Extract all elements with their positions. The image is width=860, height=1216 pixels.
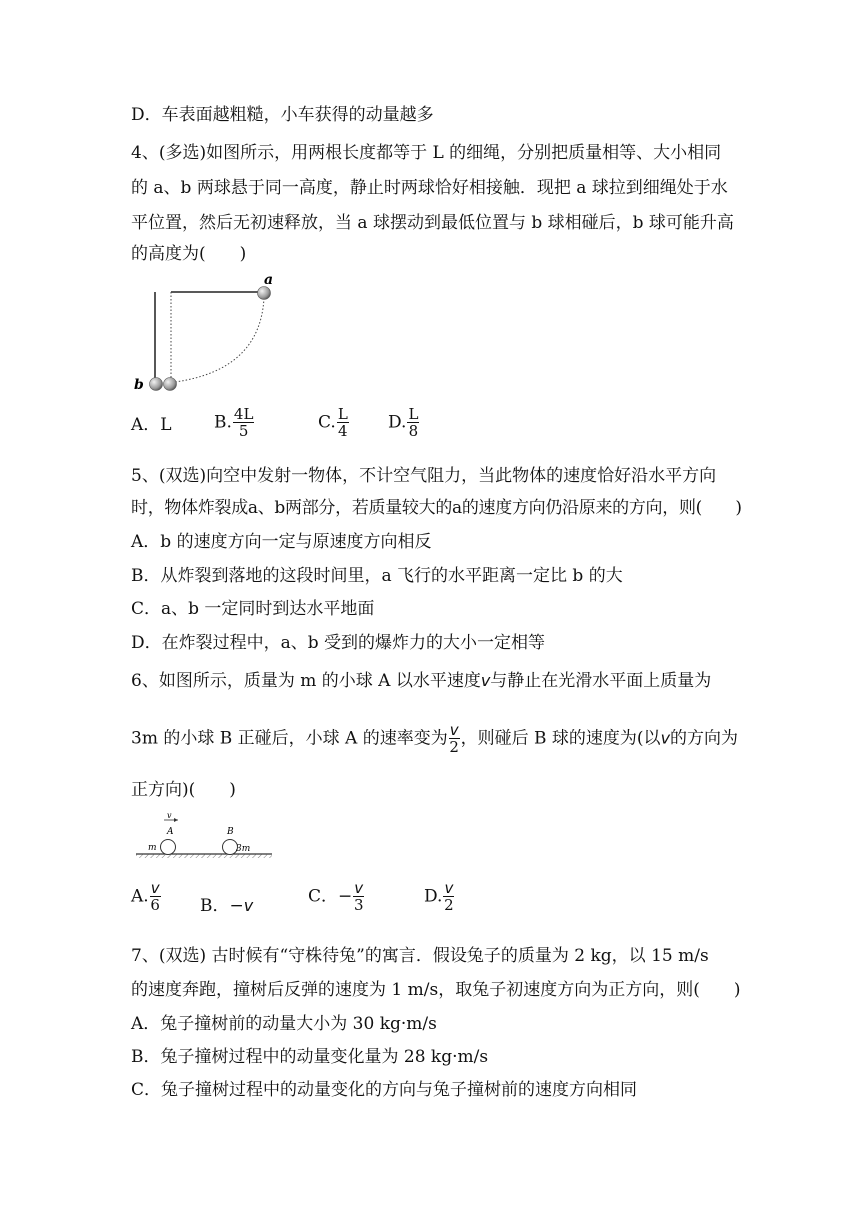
q6-option-a bbox=[131, 880, 162, 914]
q4-option-d bbox=[388, 406, 420, 440]
q4-stem-line1: 4、(多选)如图所示，用两根长度都等于 L 的细绳，分别把质量相等、大小相同 bbox=[131, 143, 722, 163]
q4-option-d-prefix: D. bbox=[388, 412, 407, 433]
q6-option-b-v: v bbox=[243, 896, 254, 915]
q4-stem-line2: 的 a、b 两球悬于同一高度，静止时两球恰好相接触．现把 a 球拉到细绳处于水 bbox=[131, 178, 728, 198]
q6-line2-post: ，则碰后 B 球的速度为(以 bbox=[460, 728, 661, 749]
q6-option-b-prefix: B．− bbox=[200, 896, 244, 916]
label-m: m bbox=[148, 843, 157, 853]
q5-stem-line1: 5、(双选)向空中发射一物体，不计空气阻力，当此物体的速度恰好沿水平方向 bbox=[131, 466, 717, 486]
q6-v-symbol-2: v bbox=[660, 728, 671, 748]
q6-option-a-num: v bbox=[150, 879, 160, 897]
q6-line1-pre: 6、如图所示，质量为 m 的小球 A 以水平速度 bbox=[131, 671, 481, 691]
label-3m: 3m bbox=[236, 844, 251, 854]
q7-stem-line2: 的速度奔跑，撞树后反弹的速度为 1 m/s，取兔子初速度方向为正方向，则( ) bbox=[131, 980, 741, 1000]
q6-line2-end: 的方向为 bbox=[670, 728, 739, 749]
q6-stem-line3: 正方向)( ) bbox=[131, 780, 236, 800]
label-v: v bbox=[167, 811, 172, 820]
label-A: A bbox=[167, 827, 174, 837]
collision-figure bbox=[136, 810, 276, 862]
label-B: B bbox=[227, 827, 234, 837]
ball-A bbox=[161, 840, 176, 855]
ball-b bbox=[150, 378, 163, 391]
ground-hatch bbox=[136, 854, 272, 858]
q6-stem-line2 bbox=[131, 722, 738, 756]
q5-option-d: D．在炸裂过程中，a、b 受到的爆炸力的大小一定相等 bbox=[131, 633, 546, 653]
q4-option-c-prefix: C. bbox=[318, 412, 336, 433]
q4-option-b-prefix: B. bbox=[214, 412, 232, 433]
q5-option-b: B．从炸裂到落地的这段时间里，a 飞行的水平距离一定比 b 的大 bbox=[131, 566, 623, 586]
q4-stem-line4: 的高度为( ) bbox=[131, 244, 247, 264]
q4-option-d-num: L bbox=[408, 405, 419, 423]
q6-frac-num: v bbox=[449, 721, 459, 739]
q4-option-b-den: 5 bbox=[238, 422, 249, 440]
ball-a-bottom bbox=[164, 378, 177, 391]
q5-stem-line2: 时，物体炸裂成a、b两部分，若质量较大的a的速度方向仍沿原来的方向，则( ) bbox=[131, 498, 742, 518]
q6-option-a-prefix: A. bbox=[131, 886, 149, 907]
q4-option-b-num: 4L bbox=[233, 405, 254, 423]
q5-option-a: A．b 的速度方向一定与原速度方向相反 bbox=[131, 532, 432, 552]
q4-option-c bbox=[318, 406, 350, 440]
q6-option-c-num: v bbox=[354, 879, 364, 897]
q6-option-d-den: 2 bbox=[444, 896, 454, 914]
q6-option-d bbox=[424, 880, 455, 914]
q4-option-a: A．L bbox=[131, 415, 172, 435]
q4-option-d-den: 8 bbox=[408, 422, 419, 440]
q7-option-c: C．兔子撞树过程中的动量变化的方向与兔子撞树前的速度方向相同 bbox=[131, 1080, 638, 1100]
q7-option-b: B．兔子撞树过程中的动量变化量为 28 kg·m/s bbox=[131, 1047, 489, 1067]
ball-a bbox=[258, 287, 271, 300]
q6-stem-line1 bbox=[131, 670, 711, 692]
q6-option-b bbox=[200, 891, 253, 916]
q6-option-c-prefix: C．− bbox=[308, 886, 353, 907]
q6-line2-pre: 3m 的小球 B 正碰后，小球 A 的速率变为 bbox=[131, 728, 448, 749]
q6-option-d-prefix: D. bbox=[424, 886, 443, 907]
swing-arc-dotted bbox=[175, 298, 264, 382]
q4-option-c-den: 4 bbox=[338, 422, 348, 440]
q6-option-c-den: 3 bbox=[353, 896, 364, 914]
q3-option-d: D．车表面越粗糙，小车获得的动量越多 bbox=[131, 105, 434, 125]
q6-option-a-den: 6 bbox=[150, 896, 160, 914]
q4-stem-line3: 平位置，然后无初速释放，当 a 球摆动到最低位置与 b 球相碰后，b 球可能升高 bbox=[131, 213, 734, 233]
label-a: a bbox=[264, 272, 274, 288]
q4-option-c-num: L bbox=[337, 405, 348, 423]
q6-v-symbol: v bbox=[480, 671, 491, 690]
label-b: b bbox=[134, 377, 144, 393]
q7-stem-line1: 7、(双选) 古时候有“守株待兔”的寓言．假设兔子的质量为 2 kg，以 15 m/s bbox=[131, 946, 709, 966]
q7-option-a: A．兔子撞树前的动量大小为 30 kg·m/s bbox=[131, 1014, 437, 1034]
q6-line1-post: 与静止在光滑水平面上质量为 bbox=[490, 671, 712, 691]
velocity-arrowhead bbox=[174, 818, 178, 822]
q6-option-c bbox=[308, 880, 365, 914]
q6-option-d-num: v bbox=[444, 879, 454, 897]
q4-option-b bbox=[214, 406, 255, 440]
pendulum-figure bbox=[128, 270, 288, 395]
q5-option-c: C．a、b 一定同时到达水平地面 bbox=[131, 599, 375, 619]
q6-frac-den: 2 bbox=[449, 738, 459, 756]
